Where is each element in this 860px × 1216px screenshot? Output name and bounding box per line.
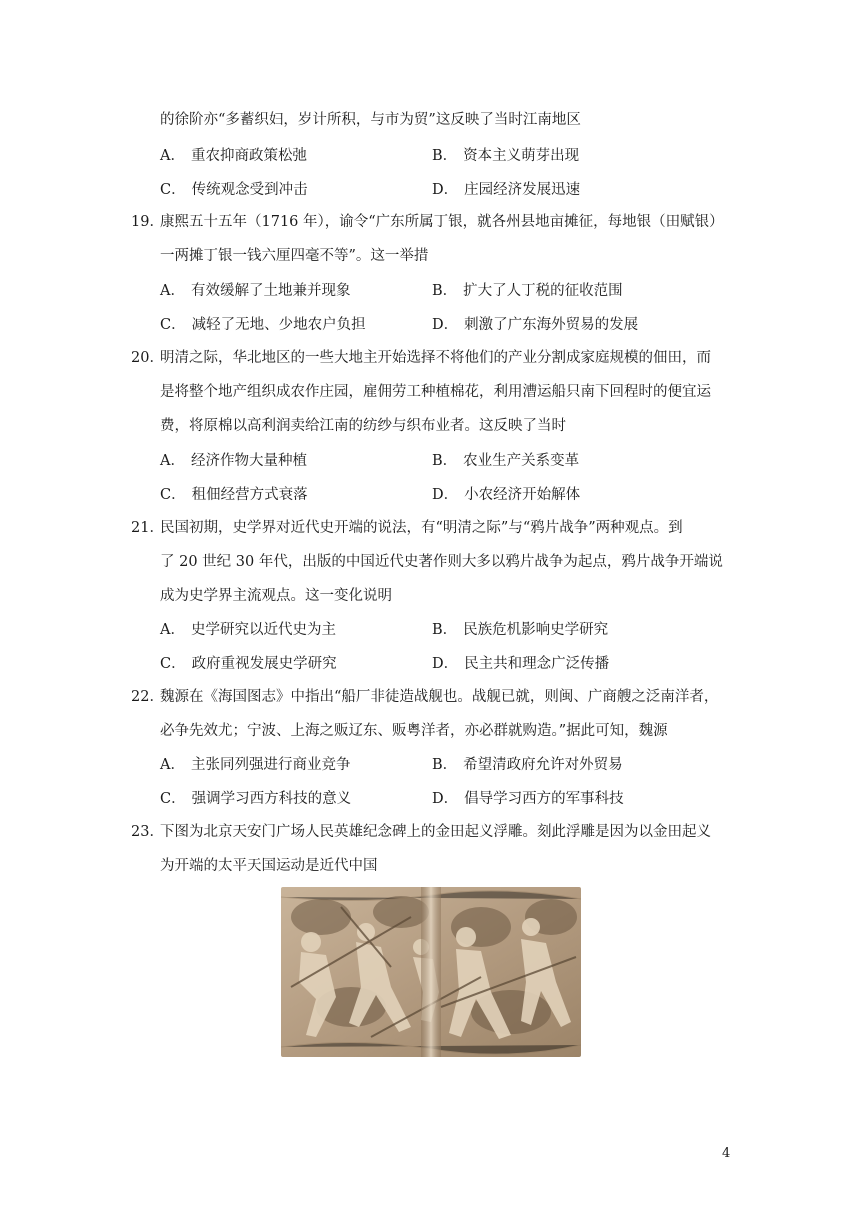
q19-stem-line: 一两摊丁银一钱六厘四毫不等”。这一举措 [160,248,429,264]
q20-option-c[interactable]: C． 租佃经营方式衰落 [160,487,308,503]
q19-option-b[interactable]: B． 扩大了人丁税的征收范围 [432,283,623,299]
jintian-uprising-relief-image [281,887,581,1057]
q19-option-c[interactable]: C． 减轻了无地、少地农户负担 [160,317,366,333]
q21-stem-line: 民国初期，史学界对近代史开端的说法，有“明清之际”与“鸦片战争”两种观点。到 [160,520,683,536]
q22-option-b[interactable]: B． 希望清政府允许对外贸易 [432,757,623,773]
q21-number: 21． [131,520,164,536]
q21-option-b[interactable]: B． 民族危机影响史学研究 [432,622,609,638]
q18-stem-line: 的徐阶亦“多蓄织妇，岁计所积，与市为贸”这反映了当时江南地区 [160,112,581,128]
q18-option-c[interactable]: C． 传统观念受到冲击 [160,182,308,198]
q21-option-d[interactable]: D． 民主共和理念广泛传播 [432,656,610,672]
q22-stem-line: 魏源在《海国图志》中指出“船厂非徒造战舰也。战舰已就，则闽、广商艘之泛南洋者， [160,689,719,705]
q19-stem-line: 康熙五十五年（1716 年），谕令“广东所属丁银，就各州县地亩摊征，每地银（田赋银） [160,214,724,230]
q21-stem-line: 了 20 世纪 30 年代，出版的中国近代史著作则大多以鸦片战争为起点，鸦片战争开端说 [160,554,723,570]
q19-number: 19． [131,214,164,230]
page-number: 4 [722,1146,731,1161]
q21-option-a[interactable]: A． 史学研究以近代史为主 [160,622,336,638]
q22-option-c[interactable]: C． 强调学习西方科技的意义 [160,791,352,807]
q19-option-a[interactable]: A． 有效缓解了土地兼并现象 [160,283,351,299]
q22-stem-line: 必争先效尤；宁波、上海之贩辽东、贩粤洋者，亦必群就购造。”据此可知，魏源 [160,723,668,739]
q23-number: 23． [131,824,164,840]
q22-option-d[interactable]: D． 倡导学习西方的军事科技 [432,791,624,807]
q20-stem-line: 明清之际，华北地区的一些大地主开始选择不将他们的产业分割成家庭规模的佃田，而 [160,350,711,366]
q21-option-c[interactable]: C． 政府重视发展史学研究 [160,656,337,672]
q19-option-d[interactable]: D． 刺激了广东海外贸易的发展 [432,317,639,333]
q18-option-d[interactable]: D． 庄园经济发展迅速 [432,182,581,198]
q20-option-b[interactable]: B． 农业生产关系变革 [432,453,580,469]
q23-stem-line: 为开端的太平天国运动是近代中国 [160,858,378,874]
q18-option-a[interactable]: A． 重农抑商政策松弛 [160,148,307,164]
q20-stem-line: 费，将原棉以高利润卖给江南的纺纱与织布业者。这反映了当时 [160,418,566,434]
q20-stem-line: 是将整个地产组织成农作庄园，雇佣劳工种植棉花，利用漕运船只南下回程时的便宜运 [160,384,711,400]
q21-stem-line: 成为史学界主流观点。这一变化说明 [160,588,392,604]
q23-stem-line: 下图为北京天安门广场人民英雄纪念碑上的金田起义浮雕。刻此浮雕是因为以金田起义 [160,824,711,840]
q22-option-a[interactable]: A． 主张同列强进行商业竞争 [160,757,351,773]
q20-option-d[interactable]: D． 小农经济开始解体 [432,487,581,503]
q22-number: 22． [131,689,164,705]
q18-option-b[interactable]: B． 资本主义萌芽出现 [432,148,580,164]
q20-number: 20． [131,350,164,366]
q20-option-a[interactable]: A． 经济作物大量种植 [160,453,307,469]
